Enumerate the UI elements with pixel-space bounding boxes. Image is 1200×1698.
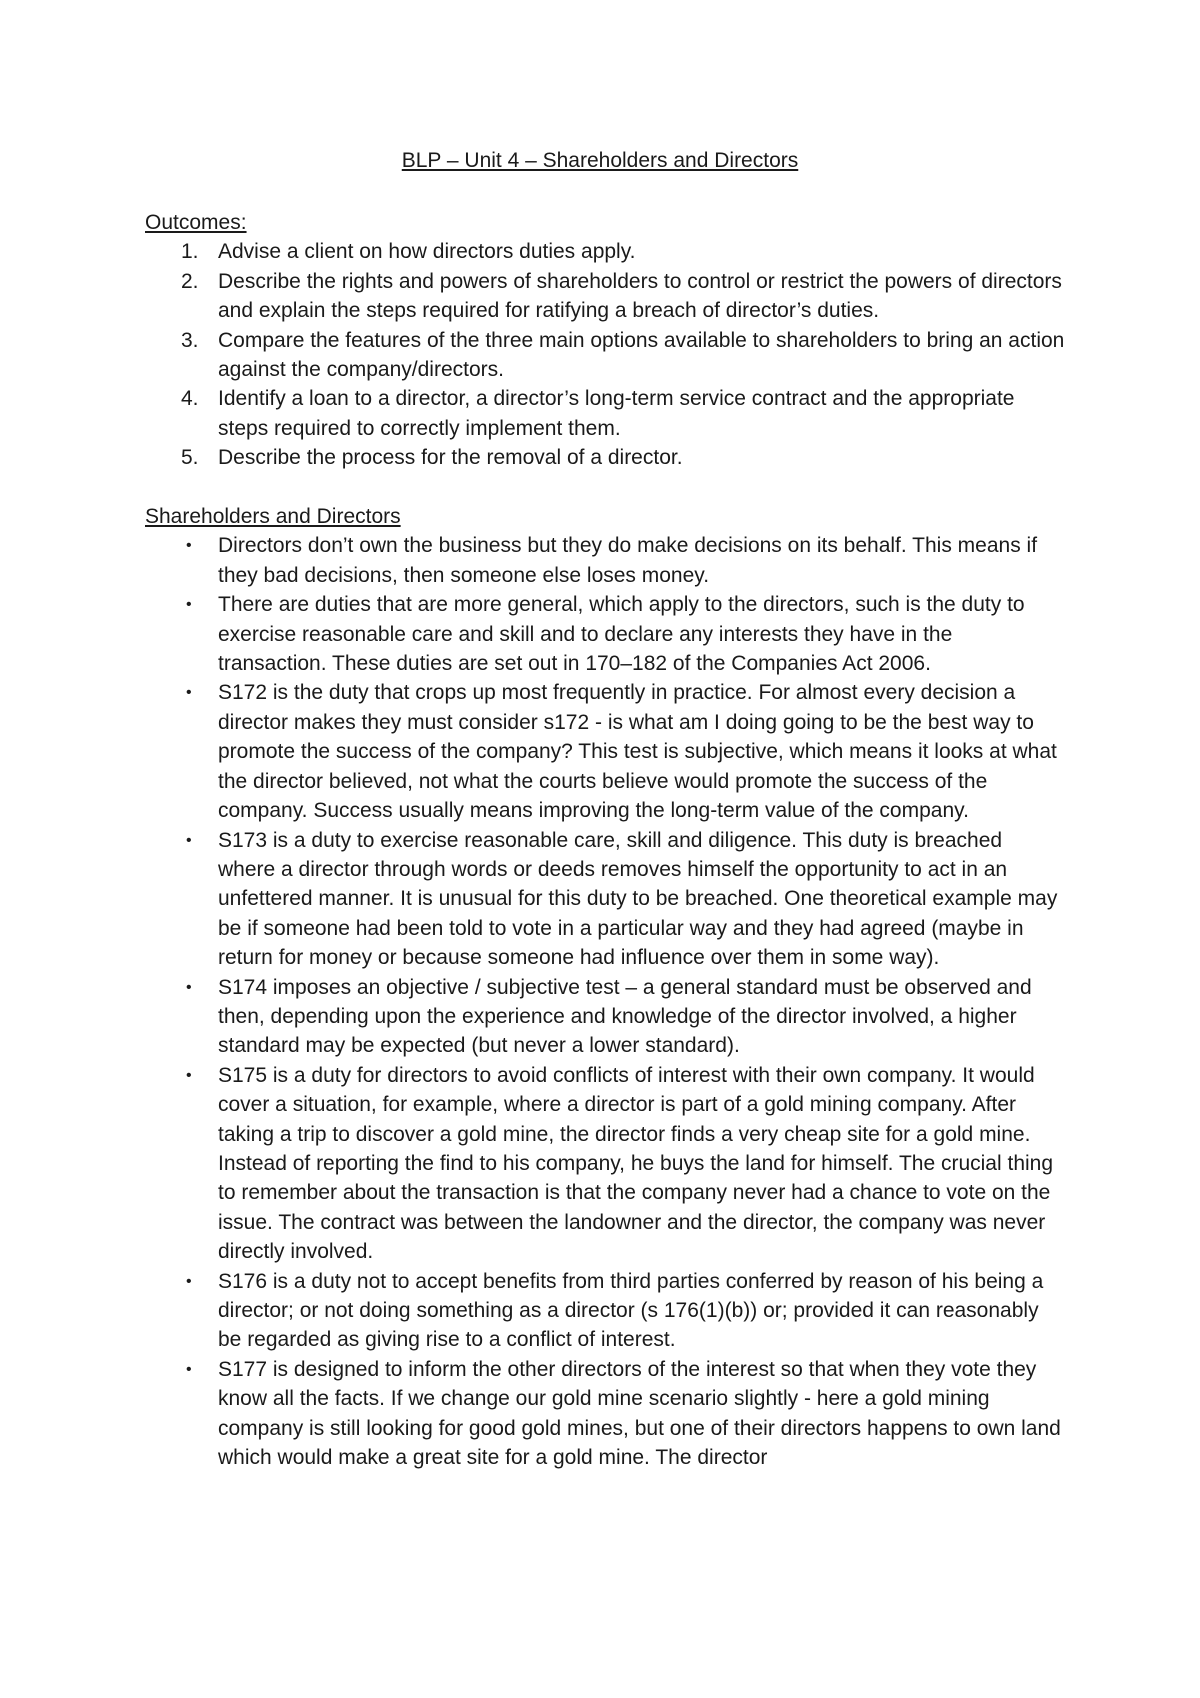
list-number: 5.	[181, 446, 199, 470]
list-item-text: Describe the process for the removal of a director.	[218, 446, 683, 470]
outcomes-heading: Outcomes:	[145, 211, 247, 234]
list-item-text: There are duties that are more general, which apply to the directors, such is the duty to exercise reasonable care and skill and to declare any interests they have in the transaction. These duties are set out in 170–182 of the Companies Act 2006.	[218, 593, 1025, 676]
bullet-icon: •	[186, 831, 192, 849]
list-item	[145, 1267, 1065, 1355]
shareholders-directors-list	[145, 531, 1065, 1472]
bullet-icon: •	[186, 1272, 192, 1290]
bullet-icon: •	[186, 596, 192, 614]
outcomes-list	[145, 237, 1065, 472]
list-item-text: Directors don’t own the business but they do make decisions on its behalf. This means if they bad decisions, then someone else loses money.	[218, 534, 1038, 587]
list-item-text: S172 is the duty that crops up most frequently in practice. For almost every decision a director makes they must consider s172 - is what am I doing going to be the best way to promote the success of the company? This test is subjective, which means it looks at what the director believed, not what the courts believe would promote the success of the company. Success usually means improving the long-term value of the company.	[218, 681, 1057, 823]
list-number: 1.	[181, 240, 199, 264]
list-item	[145, 1061, 1065, 1267]
list-item-text: S175 is a duty for directors to avoid conflicts of interest with their own company. It would cover a situation, for example, where a director is part of a gold mining company. After taking a trip to discover a gold mine, the director finds a very cheap site for a gold mine. Instead of reporting the find to his company, he buys the land for himself. The crucial thing to remember about the transaction is that the company never had a chance to vote on the issue. The contract was between the landowner and the director, the company was never directly involved.	[218, 1063, 1054, 1264]
list-item	[145, 384, 1065, 443]
list-item-text: Advise a client on how directors duties apply.	[218, 240, 636, 264]
document-body	[145, 208, 1065, 1472]
list-item-text: S174 imposes an objective / subjective test – a general standard must be observed and then, depending upon the experience and knowledge of the director involved, a higher standard may be expected (but never a lower standard).	[218, 975, 1032, 1058]
list-item	[145, 237, 1065, 266]
list-item-text: Describe the rights and powers of shareholders to control or restrict the powers of directors and explain the steps required for ratifying a breach of director’s duties.	[218, 269, 1062, 323]
list-item	[145, 973, 1065, 1061]
list-number: 2.	[181, 269, 199, 293]
list-number: 3.	[181, 328, 199, 352]
document-title: BLP – Unit 4 – Shareholders and Directors	[401, 149, 799, 172]
list-item	[145, 826, 1065, 973]
shareholders-directors-heading: Shareholders and Directors	[145, 505, 401, 529]
list-item-text: Identify a loan to a director, a director’s long-term service contract and the appropriate steps required to correctly implement them.	[218, 387, 1015, 440]
list-item-text: S173 is a duty to exercise reasonable care, skill and diligence. This duty is breached where a director through words or deeds removes himself the opportunity to act in an unfettered manner. It is unusual for this duty to be breached. One theoretical example may be if someone had been told to vote in a particular way and they had agreed (maybe in return for money or because someone had influence over them in some way).	[218, 828, 1058, 970]
list-item	[145, 531, 1065, 590]
bullet-icon: •	[186, 978, 192, 996]
list-item	[145, 267, 1065, 326]
bullet-icon: •	[186, 1066, 192, 1084]
list-item	[145, 326, 1065, 385]
list-number: 4.	[181, 387, 199, 411]
bullet-icon: •	[186, 537, 192, 555]
list-item-text: S177 is designed to inform the other directors of the interest so that when they vote they know all the facts. If we change our gold mine scenario slightly - here a gold mining company is still looking for good gold mines, but one of their directors happens to own land which would make a great site for a gold mine. The director	[218, 1357, 1061, 1470]
bullet-icon: •	[186, 684, 192, 702]
list-item	[145, 1355, 1065, 1473]
bullet-icon: •	[186, 1360, 192, 1378]
spacer	[145, 473, 1065, 502]
list-item	[145, 678, 1065, 825]
list-item-text: Compare the features of the three main options available to shareholders to bring an action against the company/directors.	[218, 328, 1065, 382]
list-item	[145, 443, 1065, 472]
list-item	[145, 590, 1065, 678]
list-item-text: S176 is a duty not to accept benefits from third parties conferred by reason of his being a director; or not doing something as a director (s 176(1)(b)) or; provided it can reasonably be regarded as giving rise to a conflict of interest.	[218, 1269, 1044, 1352]
